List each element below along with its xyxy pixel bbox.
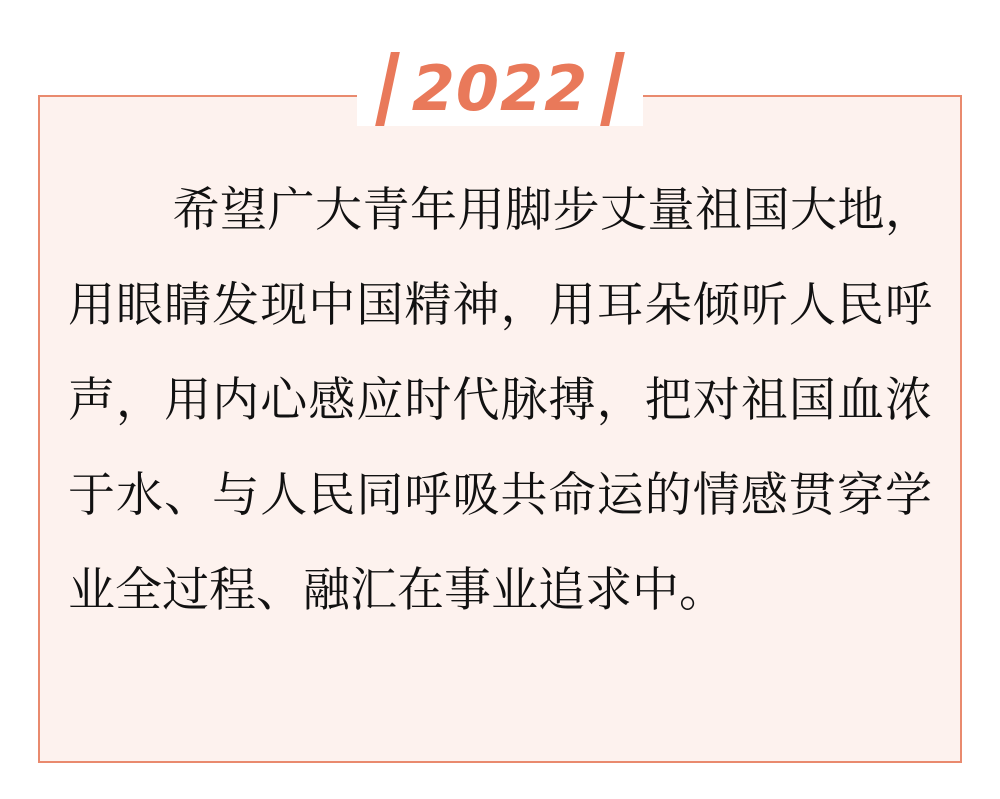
quote-content: 希望广大青年用脚步丈量祖国大地，用眼睛发现中国精神，用耳朵倾听人民呼声，用内心感应时代脉搏，把对祖国血浓于水、与人民同呼吸共命运的情感贯穿学业全过程、融汇在事业追求中。 xyxy=(68,183,932,618)
quote-text xyxy=(68,163,932,638)
year-label: 2022 xyxy=(411,52,589,125)
quote-card xyxy=(38,95,962,763)
